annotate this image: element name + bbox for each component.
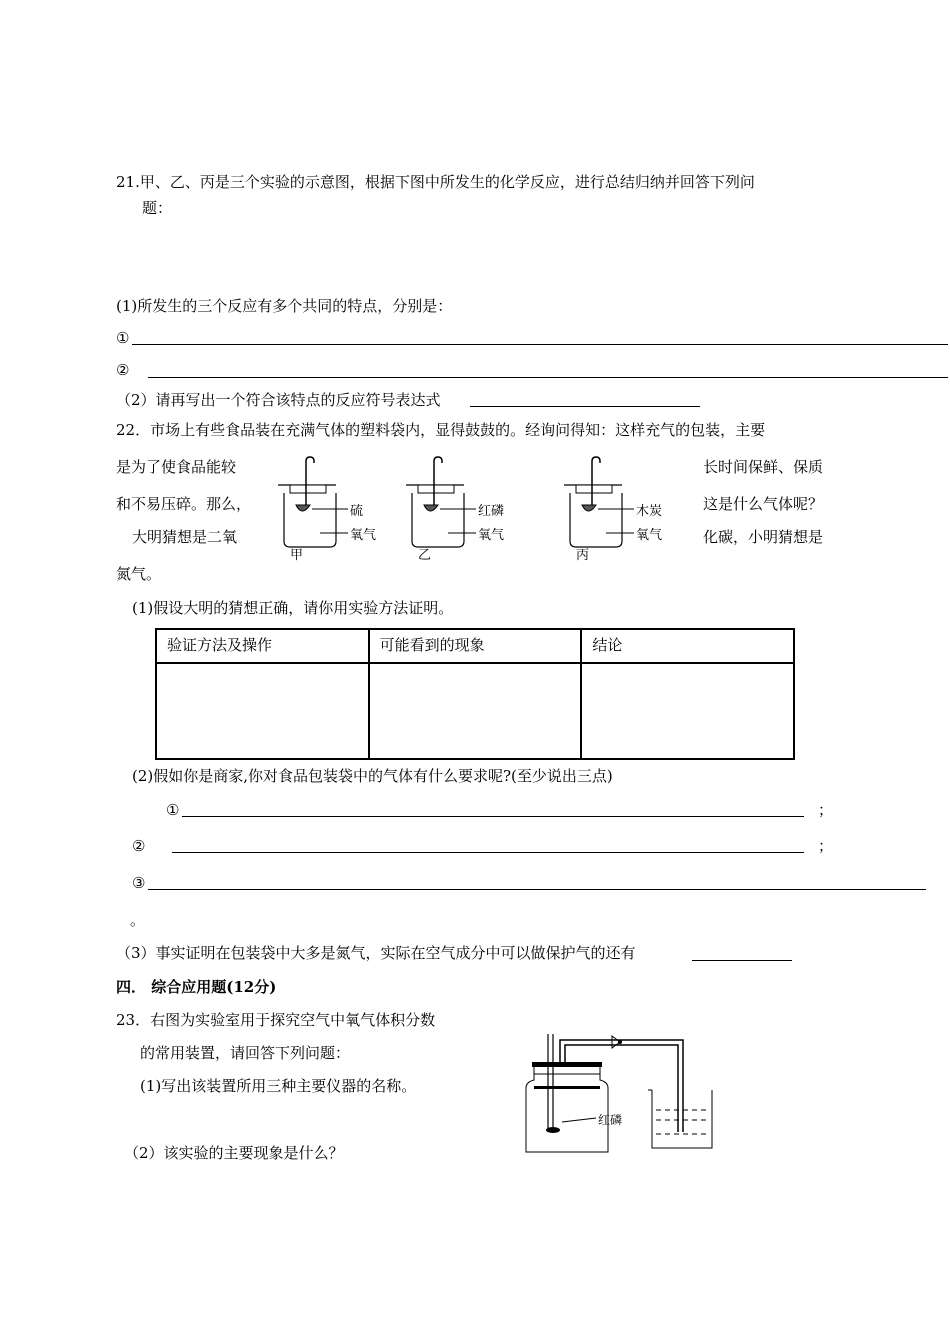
q21-stem-line2: 题： [142,199,173,217]
q22-answer-line3[interactable] [148,889,926,890]
combustion-jars-figure [270,455,690,565]
verification-table [155,628,795,760]
jia-substance-label: 硫 [350,504,364,519]
table-header-phenomenon: 可能看到的现象 [369,629,582,663]
q22-sub3: （3）事实证明在包装袋中大多是氮气，实际在空气成分中可以做保护气的还有 [116,944,636,962]
oxygen-apparatus-figure [520,1024,720,1154]
q23-sub1: (1)写出该装置所用三种主要仪器的名称。 [140,1077,417,1095]
table-cell-phenomenon[interactable] [369,663,582,759]
q22-semicolon1: ； [818,801,834,819]
yi-substance-label: 红磷 [478,504,505,519]
q23-stem-line2: 的常用装置，请回答下列问题： [140,1044,351,1062]
q21-mark1: ① [116,329,130,347]
q22-stem-line4-left: 大明猜想是二氧 [132,528,238,546]
yi-gas-label: 氧气 [478,528,505,543]
jar-jia [278,457,376,563]
q22-stem-line2-right: 长时间保鲜、保质 [703,458,824,476]
q22-stem-line4-right: 化碳，小明猜想是 [703,528,824,546]
q22-mark2: ② [132,837,146,855]
q21-answer-line3[interactable] [470,406,700,407]
table-header-method: 验证方法及操作 [156,629,369,663]
q22-answer-line2[interactable] [172,852,804,853]
bing-name-label: 丙 [576,548,590,563]
table-cell-conclusion[interactable] [581,663,794,759]
jia-name-label: 甲 [290,548,304,563]
table-cell-method[interactable] [156,663,369,759]
q21-answer-line2[interactable] [148,377,948,378]
q22-sub1: (1)假设大明的猜想正确，请你用实验方法证明。 [132,599,454,617]
bing-gas-label: 氧气 [636,528,663,543]
yi-name-label: 乙 [418,548,432,563]
q22-stem-line1: 22．市场上有些食品装在充满气体的塑料袋内，显得鼓鼓的。经询问得知：这样充气的包装，主要 [116,421,766,439]
q21-stem-line1: 21.甲、乙、丙是三个实验的示意图，根据下图中所发生的化学反应，进行总结归纳并回答下列问 [116,173,755,191]
q23-sub2: （2）该实验的主要现象是什么？ [124,1144,344,1162]
q22-stem-line5: 氮气。 [116,565,162,583]
q23-stem-line1: 23．右图为实验室用于探究空气中氧气体积分数 [116,1011,436,1029]
q21-answer-line1[interactable] [132,344,948,345]
q22-sub2: (2)假如你是商家,你对食品包装袋中的气体有什么要求呢?(至少说出三点) [132,767,613,785]
jar-yi [406,457,504,563]
q22-stem-line2-left: 是为了使食品能较 [116,458,237,476]
q22-period: 。 [130,911,146,929]
q22-mark3: ③ [132,874,146,892]
q22-answer-line1[interactable] [182,816,804,817]
section4-title: 四． 综合应用题(12分) [116,978,277,996]
jar-bing [564,457,662,563]
apparatus-label-red-phosphorus: 红磷 [598,1113,623,1127]
q22-stem-line3-left: 和不易压碎。那么， [116,495,252,513]
q21-sub1: (1)所发生的三个反应有多个共同的特点，分别是： [116,297,453,315]
q22-mark1: ① [166,801,180,819]
q22-answer-line4[interactable] [692,960,792,961]
q21-sub2: （2）请再写出一个符合该特点的反应符号表达式 [116,391,441,409]
jia-gas-label: 氧气 [350,528,377,543]
q21-mark2: ② [116,361,130,379]
table-header-conclusion: 结论 [581,629,794,663]
q22-stem-line3-right: 这是什么气体呢？ [703,495,824,513]
bing-substance-label: 木炭 [636,504,663,519]
q22-semicolon2: ； [818,837,834,855]
